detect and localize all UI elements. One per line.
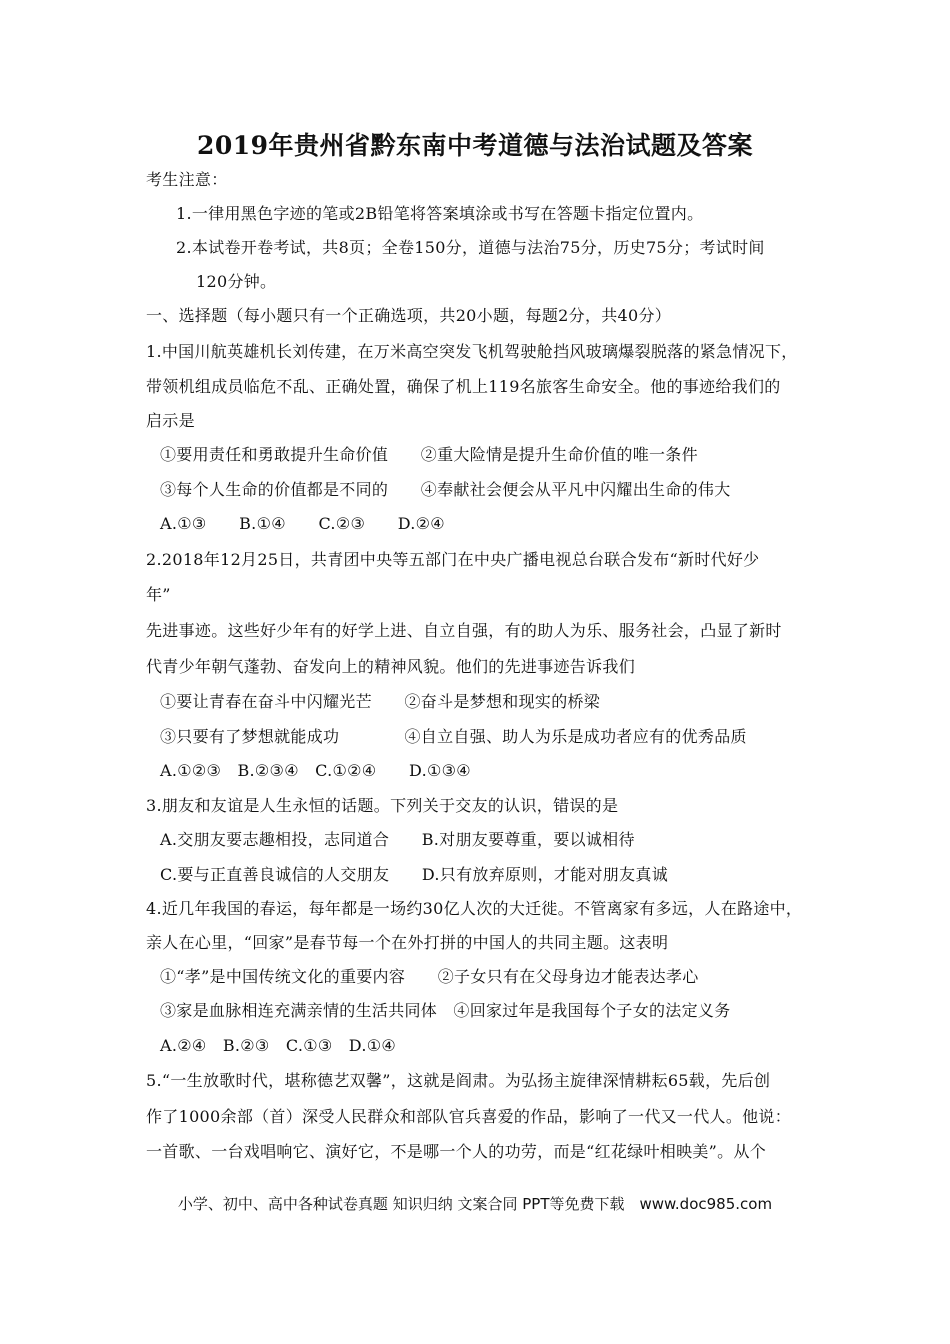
question-stem-line: 1.中国川航英雄机长刘传建，在万米高空突发飞机驾驶舱挡风玻璃爆裂脱落的紧急情况下， (146, 342, 798, 361)
question-statement: ①“孝”是中国传统文化的重要内容 ②子女只有在父母身边才能表达孝心 (160, 967, 699, 986)
question-stem-line: 先进事迹。这些好少年有的好学上进、自立自强，有的助人为乐、服务社会，凸显了新时 (146, 621, 782, 640)
notice-item: 120分钟。 (196, 272, 277, 291)
question-stem-line: 一首歌、一台戏唱响它、演好它，不是哪一个人的功劳，而是“红花绿叶相映美”。从个 (146, 1142, 767, 1161)
notice-item: 1.一律用黑色字迹的笔或2B铅笔将答案填涂或书写在答题卡指定位置内。 (176, 204, 704, 223)
question-stem-line: 带领机组成员临危不乱、正确处置，确保了机上119名旅客生命安全。他的事迹给我们的 (146, 377, 781, 396)
question-stem-line: 5.“一生放歌时代，堪称德艺双馨”，这就是阎肃。为弘扬主旋律深情耕耘65载，先后创 (146, 1071, 771, 1090)
question-stem-line: 2.2018年12月25日，共青团中央等五部门在中央广播电视总台联合发布“新时代好少 (146, 550, 760, 569)
notice-item: 2.本试卷开卷考试，共8页；全卷150分，道德与法治75分，历史75分；考试时间 (176, 238, 765, 257)
question-option-row: A.交朋友要志趣相投，志同道合 B.对朋友要尊重，要以诚相待 (160, 830, 635, 849)
notice-heading: 考生注意： (146, 170, 228, 189)
question-statement: ③家是血脉相连充满亲情的生活共同体 ④回家过年是我国每个子女的法定义务 (160, 1001, 731, 1020)
question-statement: ①要用责任和勇敢提升生命价值 ②重大险情是提升生命价值的唯一条件 (160, 445, 698, 464)
question-statement: ①要让青春在奋斗中闪耀光芒 ②奋斗是梦想和现实的桥梁 (160, 692, 601, 711)
page-title: 2019年贵州省黔东南中考道德与法治试题及答案 (196, 131, 754, 160)
question-statement: ③每个人生命的价值都是不同的 ④奉献社会便会从平凡中闪耀出生命的伟大 (160, 480, 731, 499)
question-stem-line: 代青少年朝气蓬勃、奋发向上的精神风貌。他们的先进事迹告诉我们 (146, 657, 636, 676)
question-stem-line: 3.朋友和友谊是人生永恒的话题。下列关于交友的认识，错误的是 (146, 796, 619, 815)
question-options: A.①③ B.①④ C.②③ D.②④ (160, 514, 445, 533)
question-stem-line: 亲人在心里，“回家”是春节每一个在外打拼的中国人的共同主题。这表明 (146, 933, 669, 952)
question-stem-line: 启示是 (146, 411, 195, 430)
question-option-row: C.要与正直善良诚信的人交朋友 D.只有放弃原则，才能对朋友真诚 (160, 865, 669, 884)
question-stem-line: 年” (146, 585, 171, 604)
question-stem-line: 4.近几年我国的春运，每年都是一场约30亿人次的大迁徙。不管离家有多远，人在路途中， (146, 899, 803, 918)
question-stem-line: 作了1000余部（首）深受人民群众和部队官兵喜爱的作品，影响了一代又一代人。他说： (146, 1107, 792, 1126)
section-heading: 一、选择题（每小题只有一个正确选项，共20小题，每题2分，共40分） (146, 306, 672, 325)
question-options: A.①②③ B.②③④ C.①②④ D.①③④ (160, 761, 471, 780)
page-footer: 小学、初中、高中各种试卷真题 知识归纳 文案合同 PPT等免费下载 www.doc985.com (177, 1195, 773, 1213)
question-statement: ③只要有了梦想就能成功 ④自立自强、助人为乐是成功者应有的优秀品质 (160, 727, 747, 746)
question-options: A.②④ B.②③ C.①③ D.①④ (160, 1036, 397, 1055)
